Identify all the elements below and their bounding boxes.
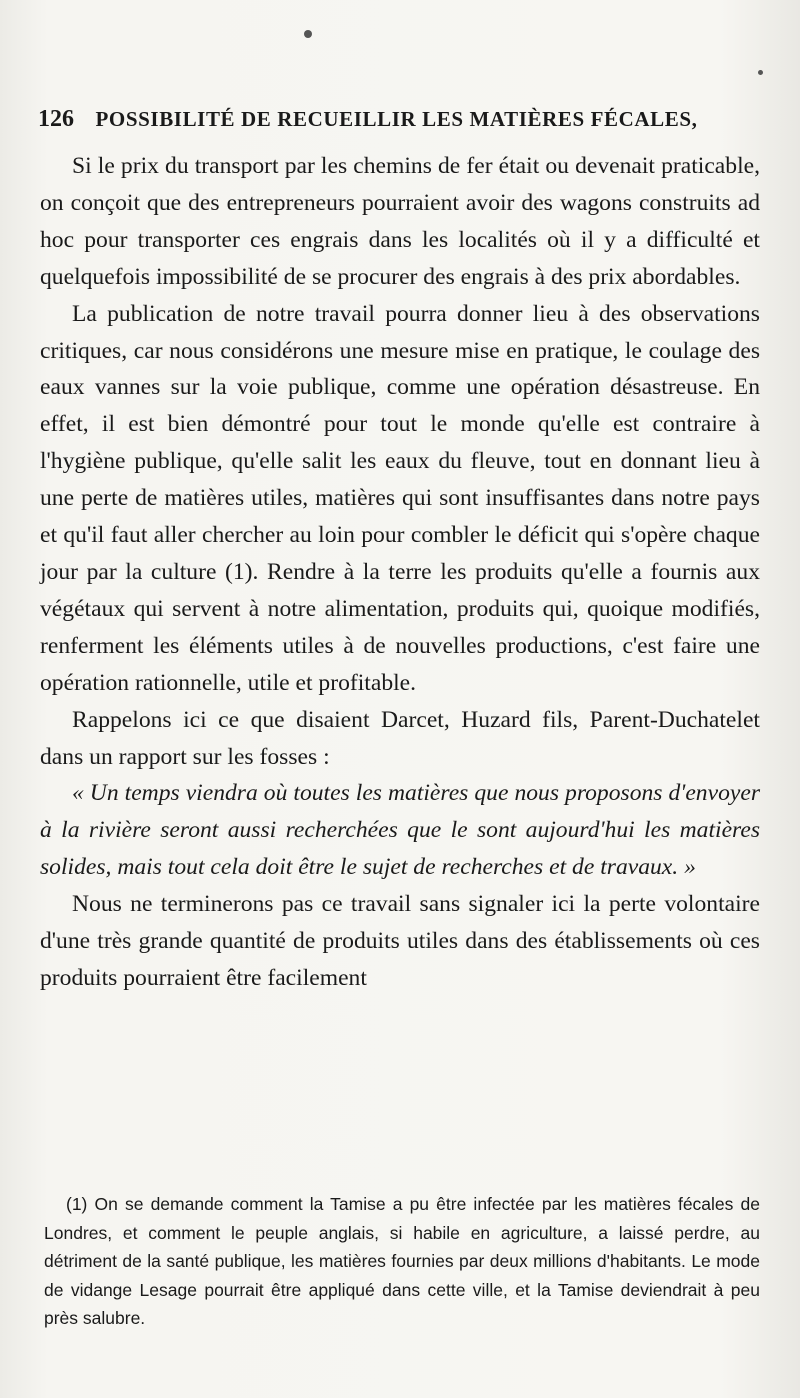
- paragraph: Rappelons ici ce que disaient Darcet, Huzard fils, Parent-Duchatelet dans un rapport sur les fosses :: [40, 706, 760, 770]
- paragraph: La publication de notre travail pourra donner lieu à des observations critiques, car nous considérons une mesure mise en pratique, le coulage des eaux vannes sur la voie publique, comme une opération désastreuse. En effet, il est bien démontré pour tout le monde qu'elle est contraire à l'hygiène publique, qu'elle salit les eaux du fleuve, tout en donnant lieu à une perte de matières utiles, matières qui sont insuffisantes dans notre pays et qu'il faut aller chercher au loin pour combler le déficit qui s'opère chaque jour par la culture (1). Rendre à la terre les produits qu'elle a fournis aux végétaux qui servent à notre alimentation, produits qui, quoique modifiés, renferment les éléments utiles à de nouvelles productions, c'est faire une opération rationnelle, utile et profitable.: [40, 300, 760, 696]
- paragraph: Nous ne terminerons pas ce travail sans signaler ici la perte volontaire d'une très grande quantité de produits utiles dans des établissements où ces produits pourraient être facilement: [40, 891, 760, 991]
- footnote: [44, 1190, 760, 1333]
- ink-speck: [758, 70, 763, 75]
- quotation: « Un temps viendra où toutes les matières que nous proposons d'envoyer à la rivière seront aussi recherchées que le sont aujourd'hui les matières solides, mais tout cela doit être le sujet de recherches et de travaux. »: [40, 780, 760, 881]
- ink-speck: [304, 30, 312, 38]
- footnote-text: (1) On se demande comment la Tamise a pu être infectée par les matières fécales de Londres, et comment le peuple anglais, si habile en agriculture, a laissé perdre, au détriment de la santé publique, les matières fournies par deux millions d'habitants. Le mode de vidange Lesage pourrait être appliqué dans cette ville, et la Tamise deviendrait à peu près salubre.: [44, 1194, 760, 1328]
- page-number: 126: [38, 106, 74, 132]
- paragraph: Si le prix du transport par les chemins de fer était ou devenait praticable, on conçoit que des entrepreneurs pourraient avoir des wagons construits ad hoc pour transporter ces engrais dans les localités où il y a difficulté et quelquefois impossibilité de se procurer des engrais à des prix abordables.: [40, 153, 760, 290]
- body-text: [40, 148, 760, 997]
- running-header: [38, 106, 698, 133]
- running-title: POSSIBILITÉ DE RECUEILLIR LES MATIÈRES FÉCALES,: [95, 107, 698, 131]
